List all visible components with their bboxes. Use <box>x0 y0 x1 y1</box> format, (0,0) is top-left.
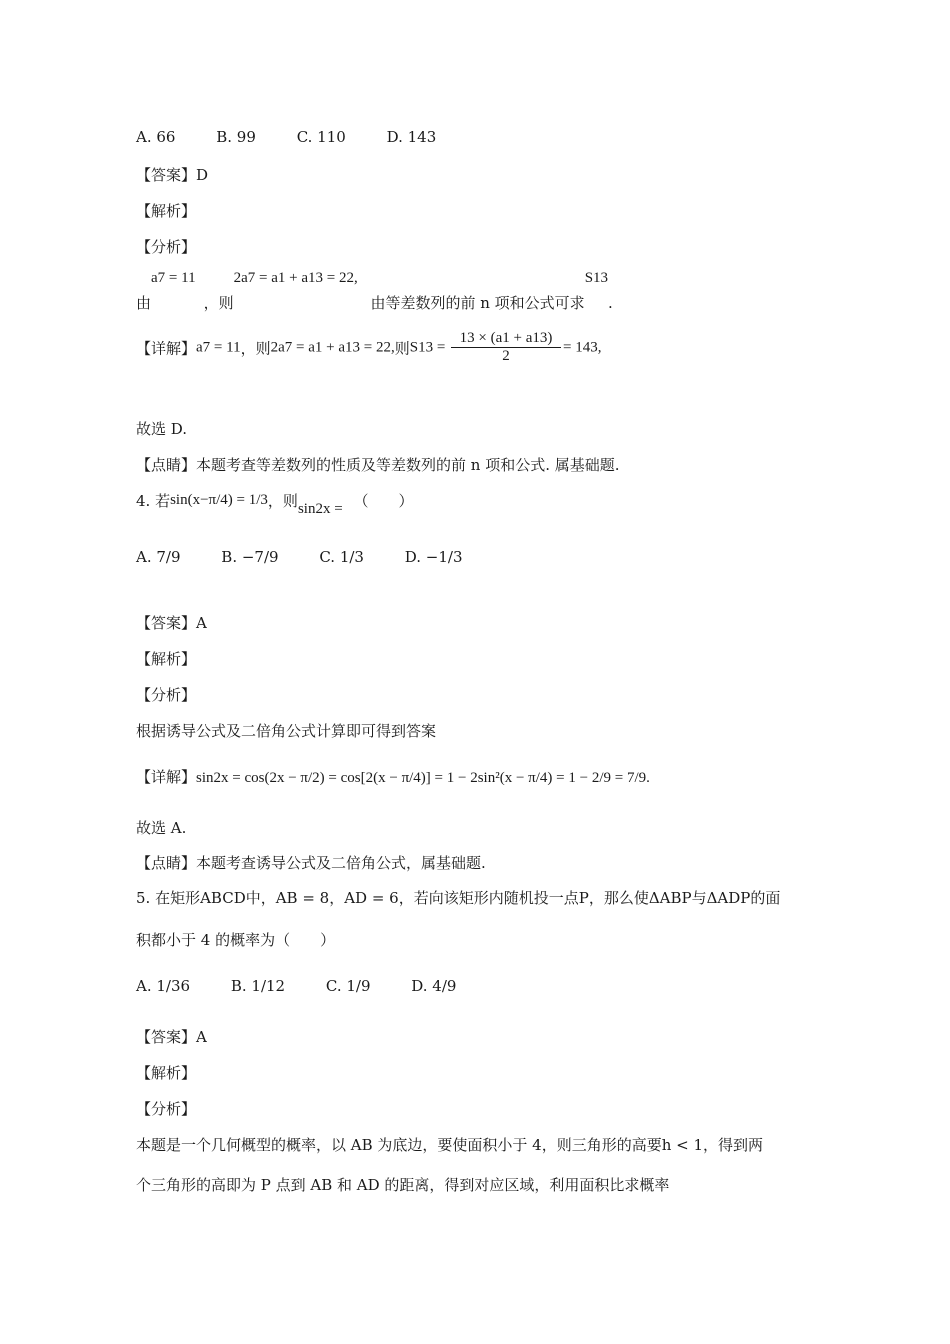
q4-stem <box>136 490 413 518</box>
q4-analysis-label: 【解析】 <box>136 650 197 668</box>
q4-detail <box>136 766 650 787</box>
q3-dianjing <box>136 454 620 475</box>
q5-fenxi-label: 【分析】 <box>136 1100 197 1118</box>
detail-result: = 143, <box>563 339 602 356</box>
answer-label: 【答案】 <box>136 166 197 184</box>
detail-label: 【详解】 <box>136 768 197 786</box>
detail-ze2: 则 <box>394 339 410 358</box>
q5-stem-line2: 积都小于 4 的概率为（ ） <box>136 931 336 949</box>
dianjing-label: 【点睛】 <box>136 456 197 474</box>
q5-stem-line1: 5. 在矩形ABCD中，AB = 8，AD = 6，若向该矩形内随机投一点P，那么使ΔABP与ΔADP的面 <box>136 889 781 907</box>
dianjing-text: 本题考查诱导公式及二倍角公式，属基础题. <box>196 854 486 872</box>
fenxi-ze: ，则 <box>203 294 234 312</box>
dianjing-label: 【点睛】 <box>136 854 197 872</box>
q5-analysis-label: 【解析】 <box>136 1064 197 1082</box>
q5-option-c: C. 1/9 <box>325 977 371 995</box>
q4-option-d: D. −1/3 <box>404 548 463 566</box>
detail-formula: sin2x = cos(2x − π/2) = cos[2(x − π/4)] = 1 − 2sin²(x − π/4) = 1 − 2/9 = 7/9. <box>196 770 650 786</box>
q3-detail-line: 【详解】a7 = 11，则2a7 = a1 + a13 = 22,则S13 = $\frac{13 \times (a1 + a13)}{2}$ = 143, <box>136 330 602 365</box>
detail-s13: S13 <box>409 339 434 356</box>
q4-fenxi-text: 根据诱导公式及二倍角公式计算即可得到答案 <box>136 722 437 740</box>
detail-a7: a7 = 11 <box>196 339 241 356</box>
q5-option-a: A. 1/36 <box>136 977 191 995</box>
q5-options <box>136 977 470 995</box>
fraction-numerator: 13 × (a1 + a13) <box>451 330 561 348</box>
q3-option-b: B. 99 <box>216 128 256 146</box>
q4-stem-tail: （ ） <box>353 492 414 510</box>
detail-label: 【详解】 <box>136 339 197 358</box>
answer-value: A <box>196 1028 207 1046</box>
q3-option-d: D. 143 <box>386 128 437 146</box>
q5-fenxi-line2: 个三角形的高即为 P 点到 AB 和 AD 的距离，得到对应区域，利用面积比求概率 <box>136 1176 670 1194</box>
q4-target: sin2x = <box>297 500 343 517</box>
q3-analysis-label: 【解析】 <box>136 202 197 220</box>
detail-relation: 2a7 = a1 + a13 = 22, <box>270 339 395 356</box>
q3-answer <box>136 164 208 185</box>
a7-equation: a7 = 11 <box>151 270 196 286</box>
q4-fenxi-label: 【分析】 <box>136 686 197 704</box>
q5-option-d: D. 4/9 <box>411 977 457 995</box>
dianjing-text: 本题考查等差数列的性质及等差数列的前 n 项和公式. 属基础题. <box>196 456 620 474</box>
s13-fraction <box>451 330 561 366</box>
q3-option-c: C. 110 <box>296 128 346 146</box>
q3-option-a: A. 66 <box>136 128 176 146</box>
s13-symbol: S13 <box>584 270 609 286</box>
detail-comma: ， <box>240 339 256 358</box>
fenxi-text: 由等差数列的前 n 项和公式可求 <box>370 294 585 312</box>
answer-value: D <box>196 166 209 184</box>
fenxi-end: . <box>608 294 613 312</box>
q5-option-b: B. 1/12 <box>230 977 286 995</box>
answer-label: 【答案】 <box>136 614 197 632</box>
q4-answer <box>136 612 207 633</box>
fenxi-you: 由 <box>136 294 152 312</box>
q4-stem-mid: ，则 <box>267 492 298 510</box>
q3-fenxi-label: 【分析】 <box>136 238 197 256</box>
q4-option-a: A. 7/9 <box>136 548 181 566</box>
relation-formula: 2a7 = a1 + a13 = 22, <box>233 270 358 286</box>
answer-value: A <box>196 614 207 632</box>
q4-conclusion: 故选 A. <box>136 819 187 837</box>
q5-answer <box>136 1026 207 1047</box>
answer-label: 【答案】 <box>136 1028 197 1046</box>
detail-ze: 则 <box>255 339 271 358</box>
fraction-denominator: 2 <box>502 348 510 365</box>
q3-conclusion: 故选 D. <box>136 420 188 438</box>
q4-option-b: B. −7/9 <box>221 548 279 566</box>
q3-fenxi-line <box>136 270 613 313</box>
q4-option-c: C. 1/3 <box>319 548 364 566</box>
q4-stem-prefix: 4. 若 <box>136 492 171 510</box>
q4-options <box>136 548 477 566</box>
q4-given: sin(x−π/4) = 1/3 <box>170 492 268 508</box>
q4-dianjing <box>136 852 486 873</box>
q5-fenxi-line1: 本题是一个几何概型的概率，以 AB 为底边，要使面积小于 4，则三角形的高要h < 1，得到两 <box>136 1136 764 1154</box>
q3-options <box>136 128 450 146</box>
